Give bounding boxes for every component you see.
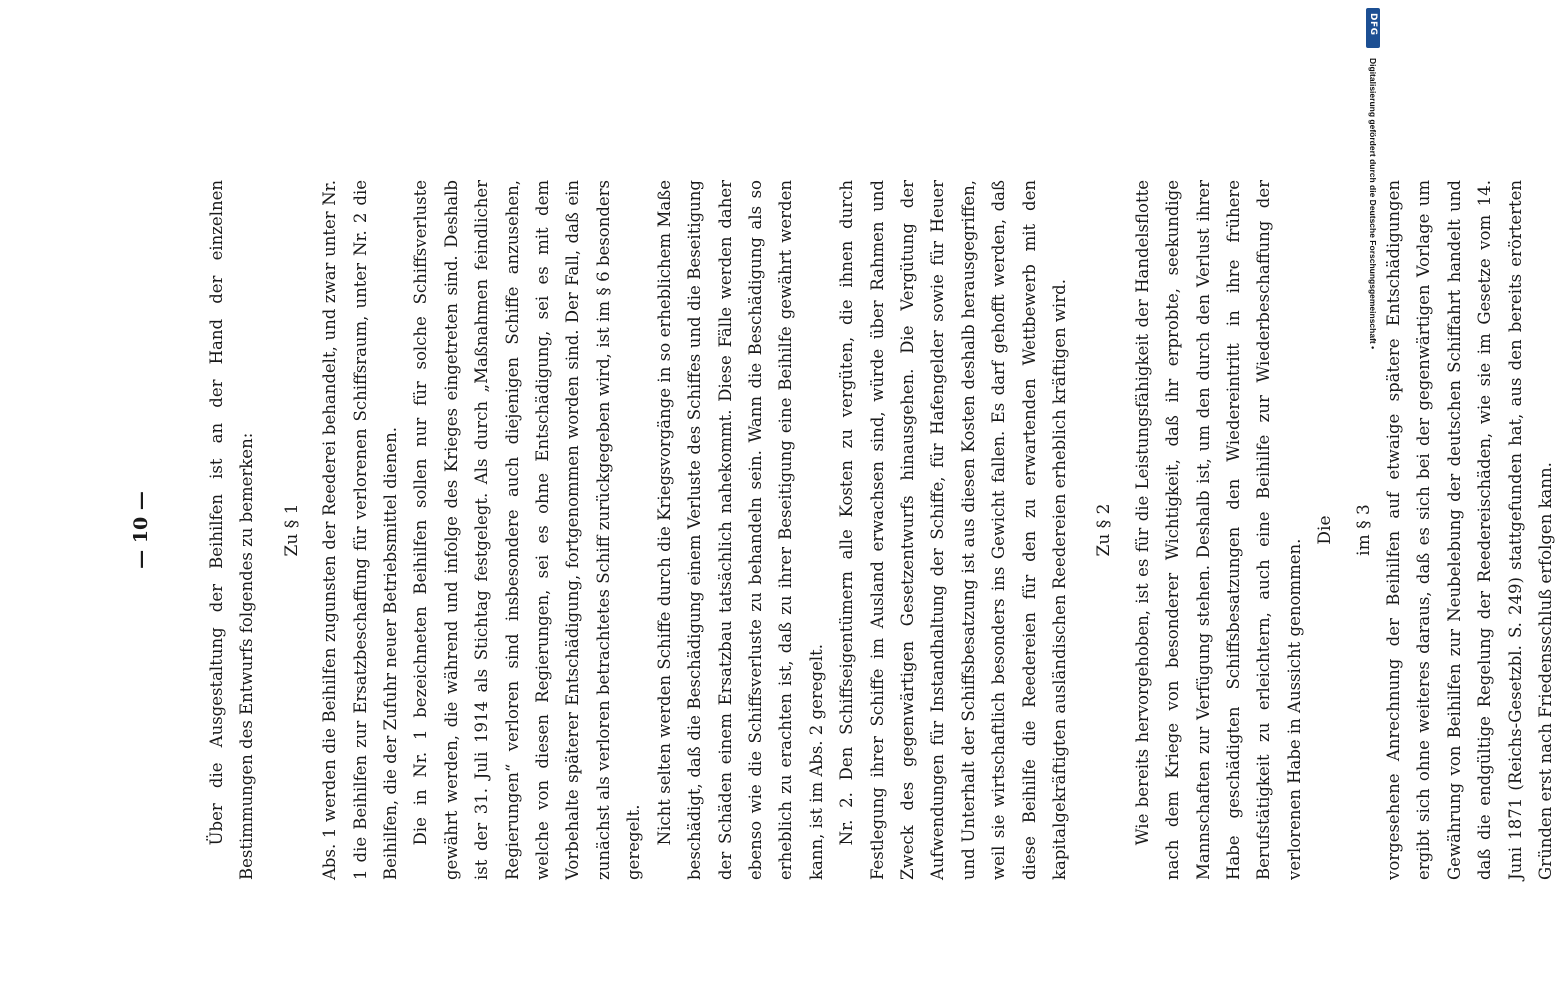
credit-text: Digitalisierung gefördert durch die Deutsche Forschungsgemeinschaft • <box>1368 58 1378 350</box>
section-1-paragraph-2: Die in Nr. 1 bezeichneten Beihilfen sollen nur für solche Schiffsverluste gewährt werden, die während und infolge des Krieges eingetreten sind. Deshalb ist der 31. Juli 1914 als Stichtag festgelegt. Als durch „Maßnahmen feindlicher Regierungen“ verloren sind insbesondere auch diejenigen Schiffe anzusehen, welche von diesen Regierungen, sei es ohne Entschädigung, sei es mit dem Vorbehalte späterer Entschädigung, fortgenommen worden sind. Der Fall, daß ein zunächst als verloren betrachtetes Schiff zurückgegeben wird, ist im § 6 besonders geregelt. <box>411 180 644 880</box>
dfg-logo-text: DFG <box>1368 13 1378 36</box>
section-heading-1: Zu § 1 <box>281 503 302 557</box>
intro-paragraph: Über die Ausgestaltung der Beihilfen ist an der Hand der einzelnen Bestimmungen des Entwurfs folgendes zu bemerken: <box>207 180 257 880</box>
section-heading-2: Zu § 2 <box>1094 503 1115 557</box>
section-heading-3b: im § 3 <box>1353 504 1374 556</box>
digitization-credit <box>1366 8 1380 398</box>
page-number: — 10 — <box>130 491 152 569</box>
section-1-paragraph-1: Abs. 1 werden die Beihilfen zugunsten der Reederei behandelt, und zwar unter Nr. 1 die Beihilfen zur Ersatzbeschaffung für verlorenen Schiffsraum, unter Nr. 2 die Beihilfen, die der Zufuhr neuer Betriebsmittel dienen. <box>320 180 401 880</box>
section-1-paragraph-4: Nr. 2. Den Schiffseigentümern alle Kosten zu vergüten, die ihnen durch Festlegung ihrer Schiffe im Ausland erwachsen sind, würde über Rahmen und Zweck des gegenwärtigen Gesetzentwurfs hinausgehen. Die Vergütung der Aufwendungen für Instandhaltung der Schiffe, für Hafengelder sowie für Heuer und Unterhalt der Schiffsbesatzung ist aus diesen Kosten deshalb herausgegriffen, weil sie wirtschaftlich besonders ins Gewicht fallen. Es darf gehofft werden, daß diese Beihilfe die Reedereien für den zu erwartenden Wettbewerb mit den kapitalgekräftigten ausländischen Reedereien erheblich kräftigen wird. <box>837 180 1069 880</box>
dfg-logo <box>1366 8 1380 48</box>
section-2-paragraph-1: Wie bereits hervorgehoben, ist es für die Leistungsfähigkeit der Handelsflotte nach dem Kriege von besonderer Wichtigkeit, daß ihr erprobte, seekundige Mannschaften zur Verfügung stehen. Deshalb ist, um den durch den Verlust ihrer Habe geschädigten Schiffsbesatzungen den Wiedereintritt in ihre frühere Berufstätigkeit zu erleichtern, auch eine Beihilfe zur Wiederbeschaffung der verlorenen Habe in Aussicht genommen. <box>1132 180 1304 880</box>
section-heading-3a: Die <box>1315 515 1336 545</box>
section-1-paragraph-3: Nicht selten werden Schiffe durch die Kriegsvorgänge in so erheblichem Maße beschädigt, daß die Beschädigung einem Verluste des Schiffes und die Beseitigung der Schäden einem Ersatzbau tatsächlich nahekommt. Diese Fälle werden daher ebenso wie die Schiffsverluste zu behandeln sein. Wann die Beschädigung als so erheblich zu erachten ist, daß zu ihrer Beseitigung eine Beihilfe gewährt werden kann, ist im Abs. 2 geregelt. <box>654 180 826 880</box>
section-3-paragraph-1: vorgesehene Anrechnung der Beihilfen auf etwaige spätere Entschädigungen ergibt sich ohne weiteres daraus, daß es sich bei der gegenwärtigen Vorlage um Gewährung von Beihilfen zur Neubelebung der deutschen Schiffahrt handelt und daß die endgültige Regelung der Reedereischäden, wie sie im Gesetze vom 14. Juni 1871 (Reichs-Gesetzbl. S. 249) stattgefunden hat, aus den bereits erörterten Gründen erst nach Friedensschluß erfolgen kann. <box>1384 180 1556 880</box>
